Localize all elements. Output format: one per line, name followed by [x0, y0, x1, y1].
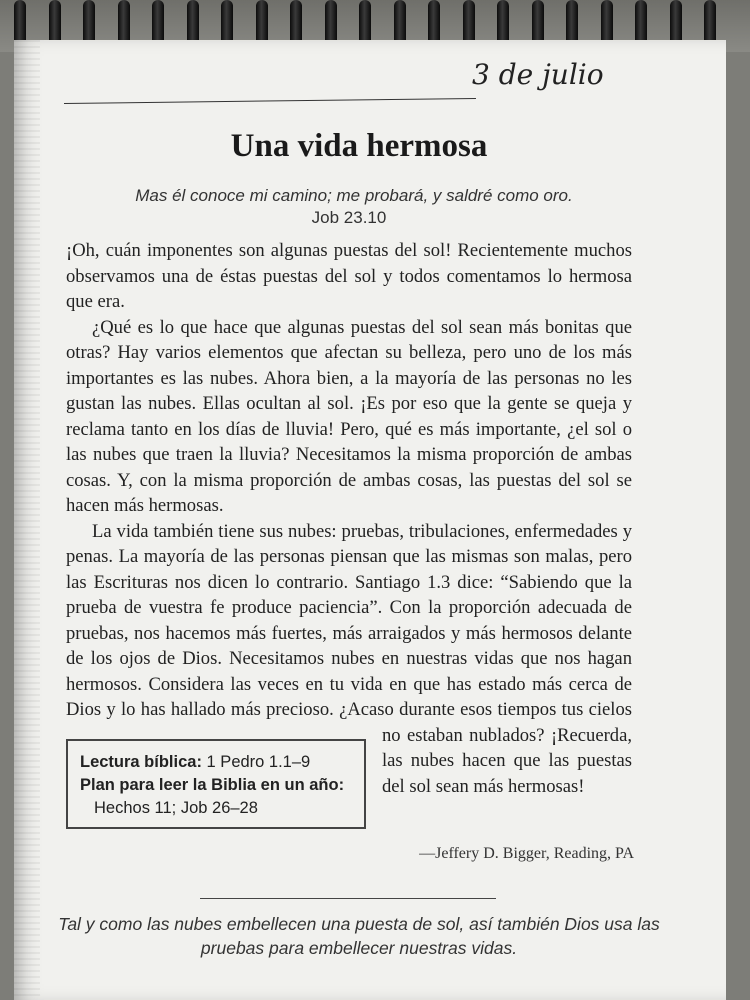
plan-label: Plan para leer la Biblia en un año: [80, 775, 345, 794]
paragraph-3-continuation: ¿Acaso durante esos tiempos tus cielos no estaban nublados? ¡Recuerda, las nubes hacen que las puestas del sol sean más hermosas! [339, 699, 632, 797]
devotional-body [66, 238, 632, 843]
reading-label: Lectura bíblica: [80, 752, 202, 771]
plan-value: Hechos 11; Job 26–28 [94, 798, 258, 817]
reading-plan-box [66, 739, 366, 829]
paragraph-3-text: La vida también tiene sus nubes: pruebas, tribulaciones, enfermedades y penas. La mayoría de las personas piensan que las mismas son malas, pero las Escrituras nos dicen lo contrario. Santiago 1.3 dice: “Sabiendo que la prueba de vuestra fe produce paciencia”. Con la proporción adecuada de pruebas, nos hacemos más fuertes, más arraigados y más hermosos delante de los ojos de Dios. Necesitamos nubes en nuestras vidas que nos hagan hermosos. Considera las veces en tu vida en que has estado más cerca de Dios y lo has hallado más precioso. [66, 520, 632, 720]
page-date: 3 de julio [472, 58, 604, 91]
bottom-rule [200, 898, 496, 899]
page-edge-shadow [14, 40, 40, 1000]
paragraph-1: ¡Oh, cuán imponentes son algunas puestas del sol! Recientemente muchos observamos una de éstas puestas del sol y todos comentamos lo hermosa que era. [66, 240, 632, 312]
page-title: Una vida hermosa [230, 128, 488, 164]
verse-text: Mas él conoce mi camino; me probará, y saldré como oro. [135, 186, 573, 205]
reading-row [80, 751, 352, 774]
plan-row [80, 774, 352, 797]
date-rule [64, 98, 476, 104]
closing-quote: Tal y como las nubes embellecen una puesta de sol, así también Dios usa las pruebas para embellecer nuestras vidas. [58, 914, 660, 958]
verse-reference: Job 23.10 [311, 208, 387, 227]
calendar-page [14, 40, 726, 1000]
reading-value: 1 Pedro 1.1–9 [206, 752, 311, 771]
paragraph-2: ¿Qué es lo que hace que algunas puestas del sol sean más bonitas que otras? Hay varios elementos que afectan su belleza, pero uno de los más importantes es las nubes. Ahora bien, a la mayoría de las personas no les gustan las nubes. Ellas ocultan al sol. ¡Es por eso que la gente se queja y reclama tanto en los días de lluvia! Pero, qué es más importante, ¿el sol o las nubes que traen la lluvia? Necesitamos la misma proporción de ambas cosas. Y, con la misma proporción de ambas cosas, las puestas del sol se hacen más hermosas. [66, 316, 632, 516]
paragraph-3 [66, 519, 632, 817]
author-signature: —Jeffery D. Bigger, Reading, PA [419, 845, 634, 862]
